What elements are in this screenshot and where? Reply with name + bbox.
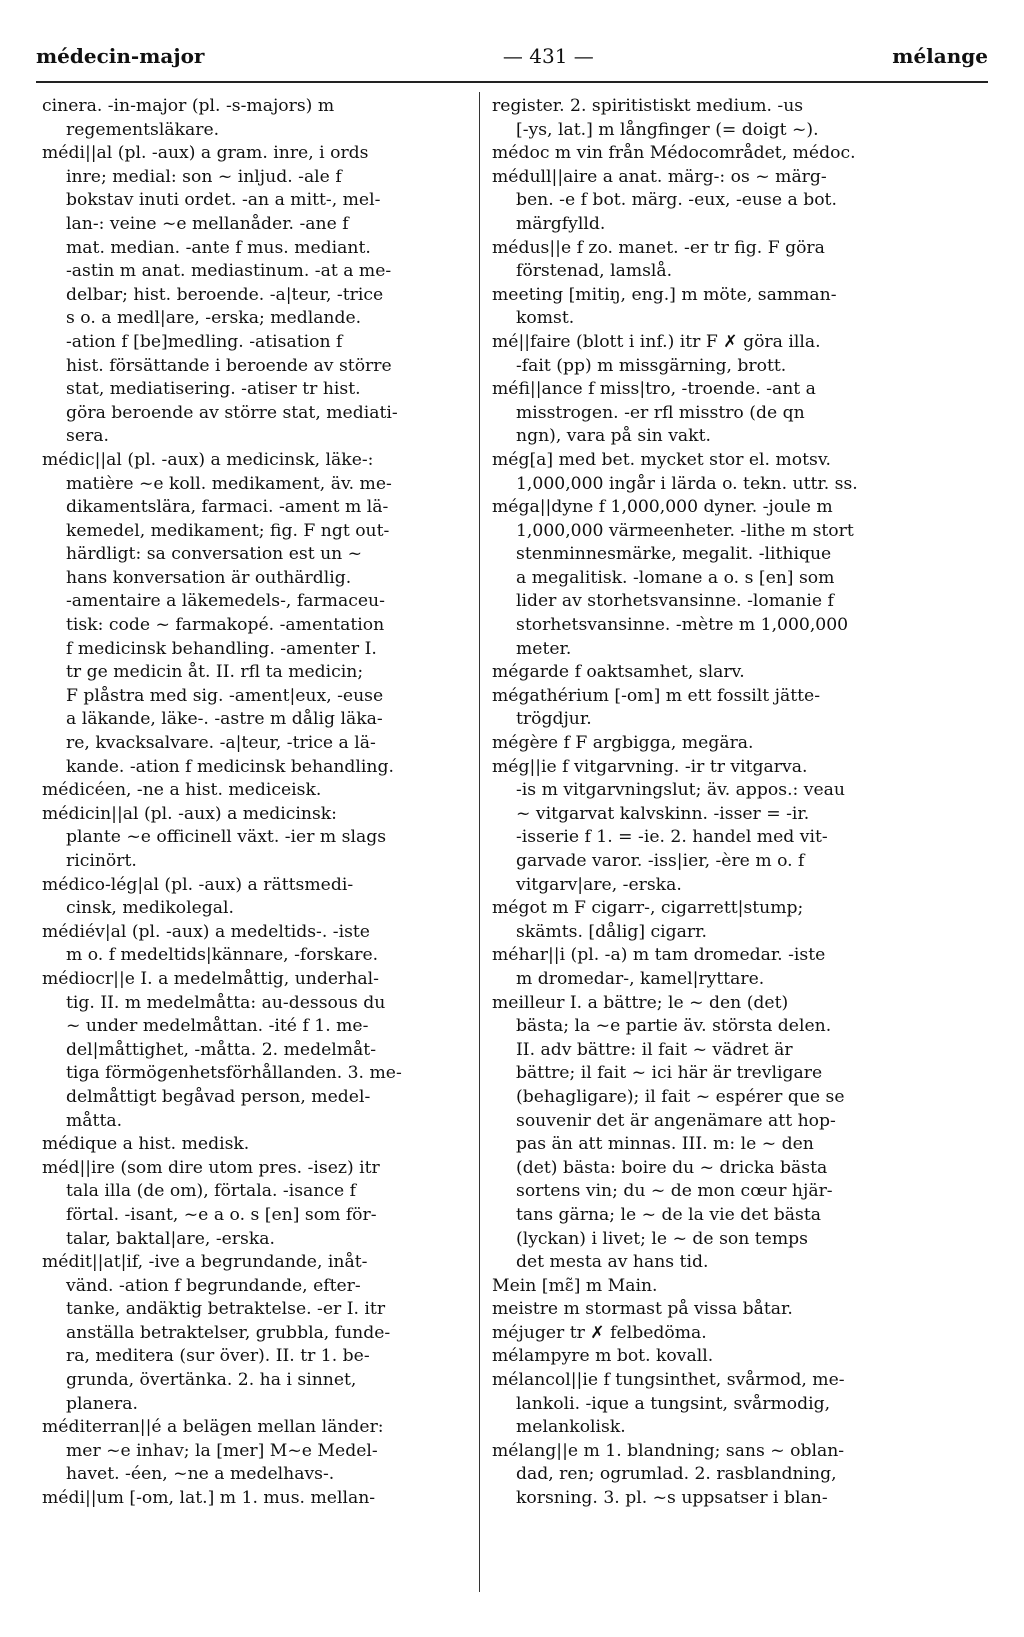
entry-line: -isserie f 1. = -ie. 2. handel med vit- bbox=[516, 827, 828, 848]
dictionary-entry bbox=[42, 1157, 488, 1251]
entry-line: trögdjur. bbox=[516, 709, 592, 730]
entry-line: göra beroende av större stat, mediati- bbox=[66, 402, 398, 423]
dictionary-entry bbox=[492, 1369, 930, 1440]
dictionary-entry bbox=[42, 874, 488, 921]
entry-line: delmåttigt begåvad person, medel- bbox=[66, 1086, 371, 1107]
entry-line: souvenir det är angenämare att hop- bbox=[516, 1110, 836, 1131]
dictionary-entry bbox=[492, 496, 930, 661]
dictionary-entry bbox=[42, 779, 488, 803]
entry-line: lankoli. -ique a tungsint, svårmodig, bbox=[516, 1393, 831, 1414]
right-column bbox=[492, 95, 930, 1511]
dictionary-entry bbox=[492, 1275, 930, 1299]
entry-line: méd||ire (som dire utom pres. -isez) itr bbox=[42, 1157, 380, 1178]
entry-line: talar, baktal|are, -erska. bbox=[66, 1228, 275, 1249]
entry-line: meeting [mitiŋ, eng.] m möte, samman- bbox=[492, 284, 837, 305]
dictionary-entry bbox=[492, 95, 930, 142]
entry-line: (behagligare); il fait ~ espérer que se bbox=[516, 1086, 845, 1107]
entry-line: médic||al (pl. -aux) a medicinsk, läke-: bbox=[42, 449, 374, 470]
entry-line: f medicinsk behandling. -amenter I. bbox=[66, 638, 377, 659]
entry-line: tig. II. m medelmåtta: au-dessous du bbox=[66, 992, 386, 1013]
entry-line: Mein [mɛ̃] m Main. bbox=[492, 1275, 658, 1296]
entry-line: -fait (pp) m missgärning, brott. bbox=[516, 355, 787, 376]
entry-line: storhetsvansinne. -mètre m 1,000,000 bbox=[516, 615, 849, 636]
entry-line: dad, ren; ogrumlad. 2. rasblandning, bbox=[516, 1464, 837, 1485]
entry-line: grunda, övertänka. 2. ha i sinnet, bbox=[66, 1370, 357, 1391]
dictionary-entry bbox=[492, 237, 930, 284]
entry-line: -is m vitgarvningslut; äv. appos.: veau bbox=[516, 780, 846, 801]
dictionary-entry bbox=[492, 1440, 930, 1511]
entry-line: mélang||e m 1. blandning; sans ~ oblan- bbox=[492, 1440, 845, 1461]
entry-line: hans konversation är outhärdlig. bbox=[66, 567, 352, 588]
entry-line: delbar; hist. beroende. -a|teur, -trice bbox=[66, 284, 384, 305]
entry-line: mé||faire (blott i inf.) itr F ✗ göra illa. bbox=[492, 331, 821, 352]
entry-line: méfi||ance f miss|tro, -troende. -ant a bbox=[492, 379, 816, 400]
entry-line: méhar||i (pl. -a) m tam dromedar. -iste bbox=[492, 945, 826, 966]
entry-line: kemedel, medikament; fig. F ngt out- bbox=[66, 520, 390, 541]
entry-line: mégère f F argbigga, megära. bbox=[492, 733, 754, 754]
entry-line: ricinört. bbox=[66, 851, 137, 871]
entry-line: m dromedar-, kamel|ryttare. bbox=[516, 968, 765, 989]
dictionary-entry bbox=[492, 661, 930, 685]
entry-line: kande. -ation f medicinsk behandling. bbox=[66, 756, 394, 777]
entry-line: korsning. 3. pl. ~s uppsatser i blan- bbox=[516, 1488, 828, 1509]
entry-line: cinsk, medikolegal. bbox=[66, 898, 234, 919]
entry-line: förtal. -isant, ~e a o. s [en] som för- bbox=[66, 1204, 377, 1225]
entry-line: tr ge medicin åt. II. rfl ta medicin; bbox=[66, 662, 364, 683]
entry-line: bästa; la ~e partie äv. största delen. bbox=[516, 1016, 832, 1037]
entry-line: méditerran||é a belägen mellan länder: bbox=[42, 1417, 384, 1438]
entry-line: médico-lég|al (pl. -aux) a rättsmedi- bbox=[42, 874, 354, 895]
header-last-word: mélange bbox=[892, 44, 988, 68]
entry-line: re, kvacksalvare. -a|teur, -trice a lä- bbox=[66, 733, 376, 754]
entry-line: ben. -e f bot. märg. -eux, -euse a bot. bbox=[516, 190, 837, 211]
entry-line: pas än att minnas. III. m: le ~ den bbox=[516, 1134, 814, 1155]
dictionary-entry bbox=[42, 921, 488, 968]
left-column bbox=[42, 95, 488, 1511]
entry-line: tisk: code ~ farmakopé. -amentation bbox=[66, 615, 385, 636]
entry-line: matière ~e koll. medikament, äv. me- bbox=[66, 473, 392, 494]
entry-line: médus||e f zo. manet. -er tr fig. F göra bbox=[492, 237, 825, 258]
entry-line: anställa betraktelser, grubbla, funde- bbox=[66, 1322, 391, 1343]
entry-line: det mesta av hans tid. bbox=[516, 1252, 709, 1273]
entry-line: médi||al (pl. -aux) a gram. inre, i ords bbox=[42, 143, 369, 164]
entry-line: mélampyre m bot. kovall. bbox=[492, 1346, 714, 1367]
dictionary-entry bbox=[492, 142, 930, 166]
dictionary-entry bbox=[492, 897, 930, 944]
dictionary-entry bbox=[42, 449, 488, 779]
entry-line: garvade varor. -iss|ier, -ère m o. f bbox=[516, 851, 805, 871]
entry-line: meter. bbox=[516, 638, 572, 659]
entry-line: ~ vitgarvat kalvskinn. -isser = -ir. bbox=[516, 803, 810, 824]
dictionary-entry bbox=[492, 449, 930, 496]
page-header bbox=[36, 44, 988, 76]
dictionary-entry bbox=[42, 1416, 488, 1487]
entry-line: sera. bbox=[66, 426, 109, 447]
entry-line: del|måttighet, -måtta. 2. medelmåt- bbox=[66, 1039, 376, 1060]
entry-line: a megalitisk. -lomane a o. s [en] som bbox=[516, 567, 835, 588]
dictionary-entry bbox=[492, 944, 930, 991]
entry-line: komst. bbox=[516, 308, 575, 329]
entry-line: 1,000,000 ingår i lärda o. tekn. uttr. ss. bbox=[516, 473, 858, 494]
entry-line: havet. -éen, ~ne a medelhavs-. bbox=[66, 1464, 335, 1485]
entry-line: register. 2. spiritistiskt medium. -us bbox=[492, 96, 804, 116]
entry-line: misstrogen. -er rfl misstro (de qn bbox=[516, 402, 805, 423]
dictionary-entry bbox=[492, 732, 930, 756]
entry-line: mégarde f oaktsamhet, slarv. bbox=[492, 662, 745, 683]
entry-line: lan-: veine ~e mellanåder. -ane f bbox=[66, 213, 349, 234]
entry-line: dikamentslära, farmaci. -ament m lä- bbox=[66, 497, 389, 518]
dictionary-entry bbox=[492, 284, 930, 331]
entry-line: -ation f [be]medling. -atisation f bbox=[66, 331, 343, 352]
dictionary-entry bbox=[42, 968, 488, 1133]
entry-line: förstenad, lamslå. bbox=[516, 261, 673, 282]
entry-line: -amentaire a läkemedels-, farmaceu- bbox=[66, 591, 385, 612]
entry-line: m o. f medeltids|kännare, -forskare. bbox=[66, 945, 379, 966]
entry-line: skämts. [dålig] cigarr. bbox=[516, 921, 707, 942]
dictionary-entry bbox=[42, 1251, 488, 1416]
entry-line: médoc m vin från Médocområdet, médoc. bbox=[492, 143, 856, 164]
entry-line: tala illa (de om), förtala. -isance f bbox=[66, 1181, 356, 1202]
entry-line: még[a] med bet. mycket stor el. motsv. bbox=[492, 449, 831, 470]
entry-line: médiév|al (pl. -aux) a medeltids-. -iste bbox=[42, 921, 370, 942]
entry-line: regementsläkare. bbox=[66, 119, 220, 140]
entry-line: bättre; il fait ~ ici här är trevligare bbox=[516, 1063, 823, 1084]
entry-line: meilleur I. a bättre; le ~ den (det) bbox=[492, 992, 789, 1013]
dictionary-entry bbox=[492, 1298, 930, 1322]
entry-line: mat. median. -ante f mus. mediant. bbox=[66, 237, 371, 258]
dictionary-entry bbox=[492, 685, 930, 732]
entry-line: stat, mediatisering. -atiser tr hist. bbox=[66, 379, 361, 400]
entry-line: F plåstra med sig. -ament|eux, -euse bbox=[66, 685, 384, 706]
dictionary-entry bbox=[42, 142, 488, 449]
entry-line: härdligt: sa conversation est un ~ bbox=[66, 544, 363, 565]
dictionary-entry bbox=[492, 378, 930, 449]
dictionary-entry bbox=[42, 1487, 488, 1511]
dictionary-entry bbox=[492, 1322, 930, 1346]
entry-line: ngn), vara på sin vakt. bbox=[516, 426, 711, 447]
entry-line: médull||aire a anat. märg-: os ~ märg- bbox=[492, 166, 827, 187]
entry-line: planera. bbox=[66, 1393, 138, 1414]
entry-line: mer ~e inhav; la [mer] M~e Medel- bbox=[66, 1440, 378, 1461]
entry-line: vänd. -ation f begrundande, efter- bbox=[66, 1275, 361, 1296]
entry-line: plante ~e officinell växt. -ier m slags bbox=[66, 827, 387, 848]
entry-line: II. adv bättre: il fait ~ vädret är bbox=[516, 1039, 793, 1060]
entry-line: médi||um [-om, lat.] m 1. mus. mellan- bbox=[42, 1488, 376, 1509]
dictionary-entry bbox=[492, 992, 930, 1275]
entry-line: meistre m stormast på vissa båtar. bbox=[492, 1299, 793, 1320]
entry-line: médicin||al (pl. -aux) a medicinsk: bbox=[42, 803, 337, 824]
page-number: — 431 — bbox=[502, 44, 594, 68]
entry-line: s o. a medl|are, -erska; medlande. bbox=[66, 308, 362, 329]
header-first-word: médecin-major bbox=[36, 44, 205, 68]
dictionary-entry bbox=[492, 166, 930, 237]
entry-line: tiga förmögenhetsförhållanden. 3. me- bbox=[66, 1063, 402, 1084]
entry-line: -astin m anat. mediastinum. -at a me- bbox=[66, 261, 392, 282]
dictionary-entry bbox=[42, 95, 488, 142]
entry-line: mégot m F cigarr-, cigarrett|stump; bbox=[492, 898, 804, 919]
entry-line: mégathérium [-om] m ett fossilt jätte- bbox=[492, 685, 821, 706]
entry-line: mélancol||ie f tungsinthet, svårmod, me- bbox=[492, 1370, 845, 1391]
entry-line: ~ under medelmåttan. -ité f 1. me- bbox=[66, 1016, 369, 1037]
entry-line: médiocr||e I. a medelmåttig, underhal- bbox=[42, 968, 379, 989]
entry-line: inre; medial: son ~ inljud. -ale f bbox=[66, 166, 342, 187]
entry-line: hist. försättande i beroende av större bbox=[66, 355, 392, 376]
dictionary-entry bbox=[492, 756, 930, 898]
entry-line: 1,000,000 värmeenheter. -lithe m stort bbox=[516, 520, 854, 541]
entry-line: sortens vin; du ~ de mon cœur hjär- bbox=[516, 1181, 833, 1202]
entry-line: médit||at|if, -ive a begrundande, inåt- bbox=[42, 1252, 368, 1273]
entry-line: tans gärna; le ~ de la vie det bästa bbox=[516, 1204, 821, 1225]
entry-line: cinera. -in-major (pl. -s-majors) m bbox=[42, 96, 335, 116]
entry-line: médique a hist. medisk. bbox=[42, 1134, 250, 1155]
entry-line: märgfylld. bbox=[516, 213, 606, 234]
entry-line: (lyckan) i livet; le ~ de son temps bbox=[516, 1228, 808, 1249]
dictionary-entry bbox=[42, 1133, 488, 1157]
entry-line: a läkande, läke-. -astre m dålig läka- bbox=[66, 709, 383, 730]
entry-line: még||ie f vitgarvning. -ir tr vitgarva. bbox=[492, 756, 808, 777]
entry-line: lider av storhetsvansinne. -lomanie f bbox=[516, 591, 834, 612]
entry-line: méga||dyne f 1,000,000 dyner. -joule m bbox=[492, 497, 833, 518]
entry-line: måtta. bbox=[66, 1110, 123, 1131]
header-rule bbox=[36, 81, 988, 83]
dictionary-entry bbox=[492, 331, 930, 378]
entry-line: méjuger tr ✗ felbedöma. bbox=[492, 1322, 707, 1343]
entry-line: tanke, andäktig betraktelse. -er I. itr bbox=[66, 1299, 386, 1320]
entry-line: (det) bästa: boire du ~ dricka bästa bbox=[516, 1157, 828, 1178]
entry-line: melankolisk. bbox=[516, 1417, 626, 1438]
entry-line: stenminnesmärke, megalit. -lithique bbox=[516, 544, 832, 565]
entry-line: vitgarv|are, -erska. bbox=[516, 874, 682, 895]
dictionary-entry bbox=[42, 803, 488, 874]
entry-line: ra, meditera (sur över). II. tr 1. be- bbox=[66, 1346, 370, 1367]
entry-line: bokstav inuti ordet. -an a mitt-, mel- bbox=[66, 190, 381, 211]
entry-line: [-ys, lat.] m långfinger (= doigt ~). bbox=[516, 119, 819, 140]
entry-line: médicéen, -ne a hist. mediceisk. bbox=[42, 780, 322, 801]
dictionary-entry bbox=[492, 1345, 930, 1369]
